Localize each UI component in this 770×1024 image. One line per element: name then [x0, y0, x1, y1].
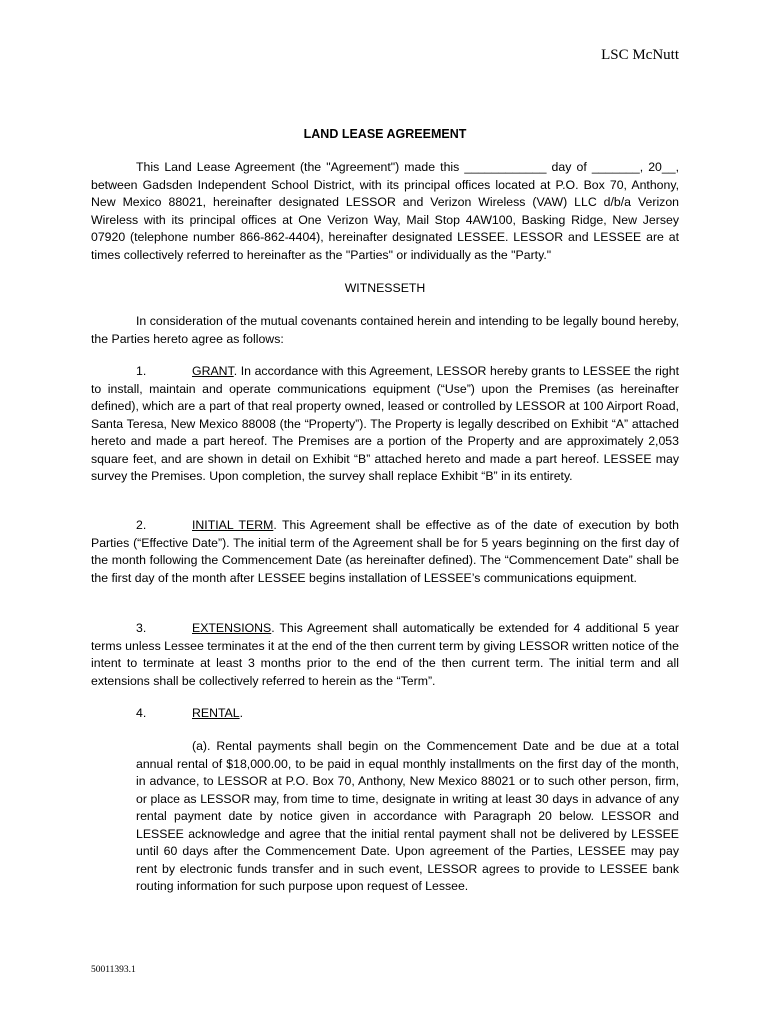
consideration-paragraph: In consideration of the mutual covenants contained herein and intending to be legally bound hereby, the Parties hereto agree as follows:	[91, 314, 679, 346]
section-grant	[91, 363, 679, 486]
footer-doc-id: 50011393.1	[91, 965, 136, 975]
document-title: LAND LEASE AGREEMENT	[303, 127, 467, 141]
section-initial-term	[91, 517, 679, 587]
section-heading: RENTAL	[192, 706, 240, 720]
section-rental	[91, 705, 679, 723]
section-number: 4.	[136, 706, 147, 720]
section-text: . In accordance with this Agreement, LESSOR hereby grants to LESSEE the right to install, maintain and operate communications equipment (“Use”) upon the Premises (as hereinafter defined), which are a part of that real property owned, leased or controlled by LESSOR at 100 Airport Road, Santa Teresa, New Mexico 88008 (the “Property”). The Property is legally described on Exhibit “A” attached hereto and made a part hereof. The Premises are a portion of the Property and are approximately 2,053 square feet, and are shown in detail on Exhibit “B” attached hereto and made a part hereof. LESSEE may survey the Premises. Upon completion, the survey shall replace Exhibit “B” in its entirety.	[91, 364, 679, 483]
section-number: 1.	[136, 364, 147, 378]
section-heading: GRANT	[192, 364, 234, 378]
section-number: 3.	[136, 621, 147, 635]
header-label: LSC McNutt	[601, 47, 679, 63]
section-text: .	[239, 706, 244, 720]
section-heading: EXTENSIONS	[192, 621, 272, 635]
witnesseth-heading: WITNESSETH	[344, 281, 426, 295]
section-extensions	[91, 620, 679, 690]
section-heading: INITIAL TERM	[192, 518, 274, 532]
rental-subparagraph-a: (a). Rental payments shall begin on the Commencement Date and be due at a total annual rental of $18,000.00, to be paid in equal monthly installments on the first day of the month, in advance, to LESSOR at P.O. Box 70, Anthony, New Mexico 88021 or to such other person, firm, or place as LESSOR may, from time to time, designate in writing at least 30 days in advance of any rental payment date by notice given in accordance with Paragraph 20 below. LESSOR and LESSEE acknowledge and agree that the initial rental payment shall not be delivered by LESSEE until 60 days after the Commencement Date. Upon agreement of the Parties, LESSEE may pay rent by electronic funds transfer and in such event, LESSOR agrees to provide to LESSEE bank routing information for such purpose upon request of Lessee.	[136, 739, 679, 893]
section-number: 2.	[136, 518, 147, 532]
section-text: . This Agreement shall automatically be extended for 4 additional 5 year terms unless Lessee terminates it at the end of the then current term by giving LESSOR written notice of the intent to terminate at least 3 months prior to the end of the then current term. The initial term and all extensions shall be collectively referred to herein as the “Term”.	[91, 621, 679, 688]
section-text: . This Agreement shall be effective as of the date of execution by both Parties (“Effective Date”). The initial term of the Agreement shall be for 5 years beginning on the first day of the month following the Commencement Date (as hereinafter defined). The “Commencement Date” shall be the first day of the month after LESSEE begins installation of LESSEE’s communications equipment.	[91, 518, 679, 585]
intro-paragraph: This Land Lease Agreement (the "Agreement") made this ____________ day of _______, 20__, between Gadsden Independent School District, with its principal offices located at P.O. Box 70, Anthony, New Mexico 88021, hereinafter designated LESSOR and Verizon Wireless (VAW) LLC d/b/a Verizon Wireless with its principal offices at One Verizon Way, Mail Stop 4AW100, Basking Ridge, New Jersey 07920 (telephone number 866-862-4404), hereinafter designated LESSEE. LESSOR and LESSEE are at times collectively referred to hereinafter as the "Parties" or individually as the "Party."	[91, 160, 679, 262]
